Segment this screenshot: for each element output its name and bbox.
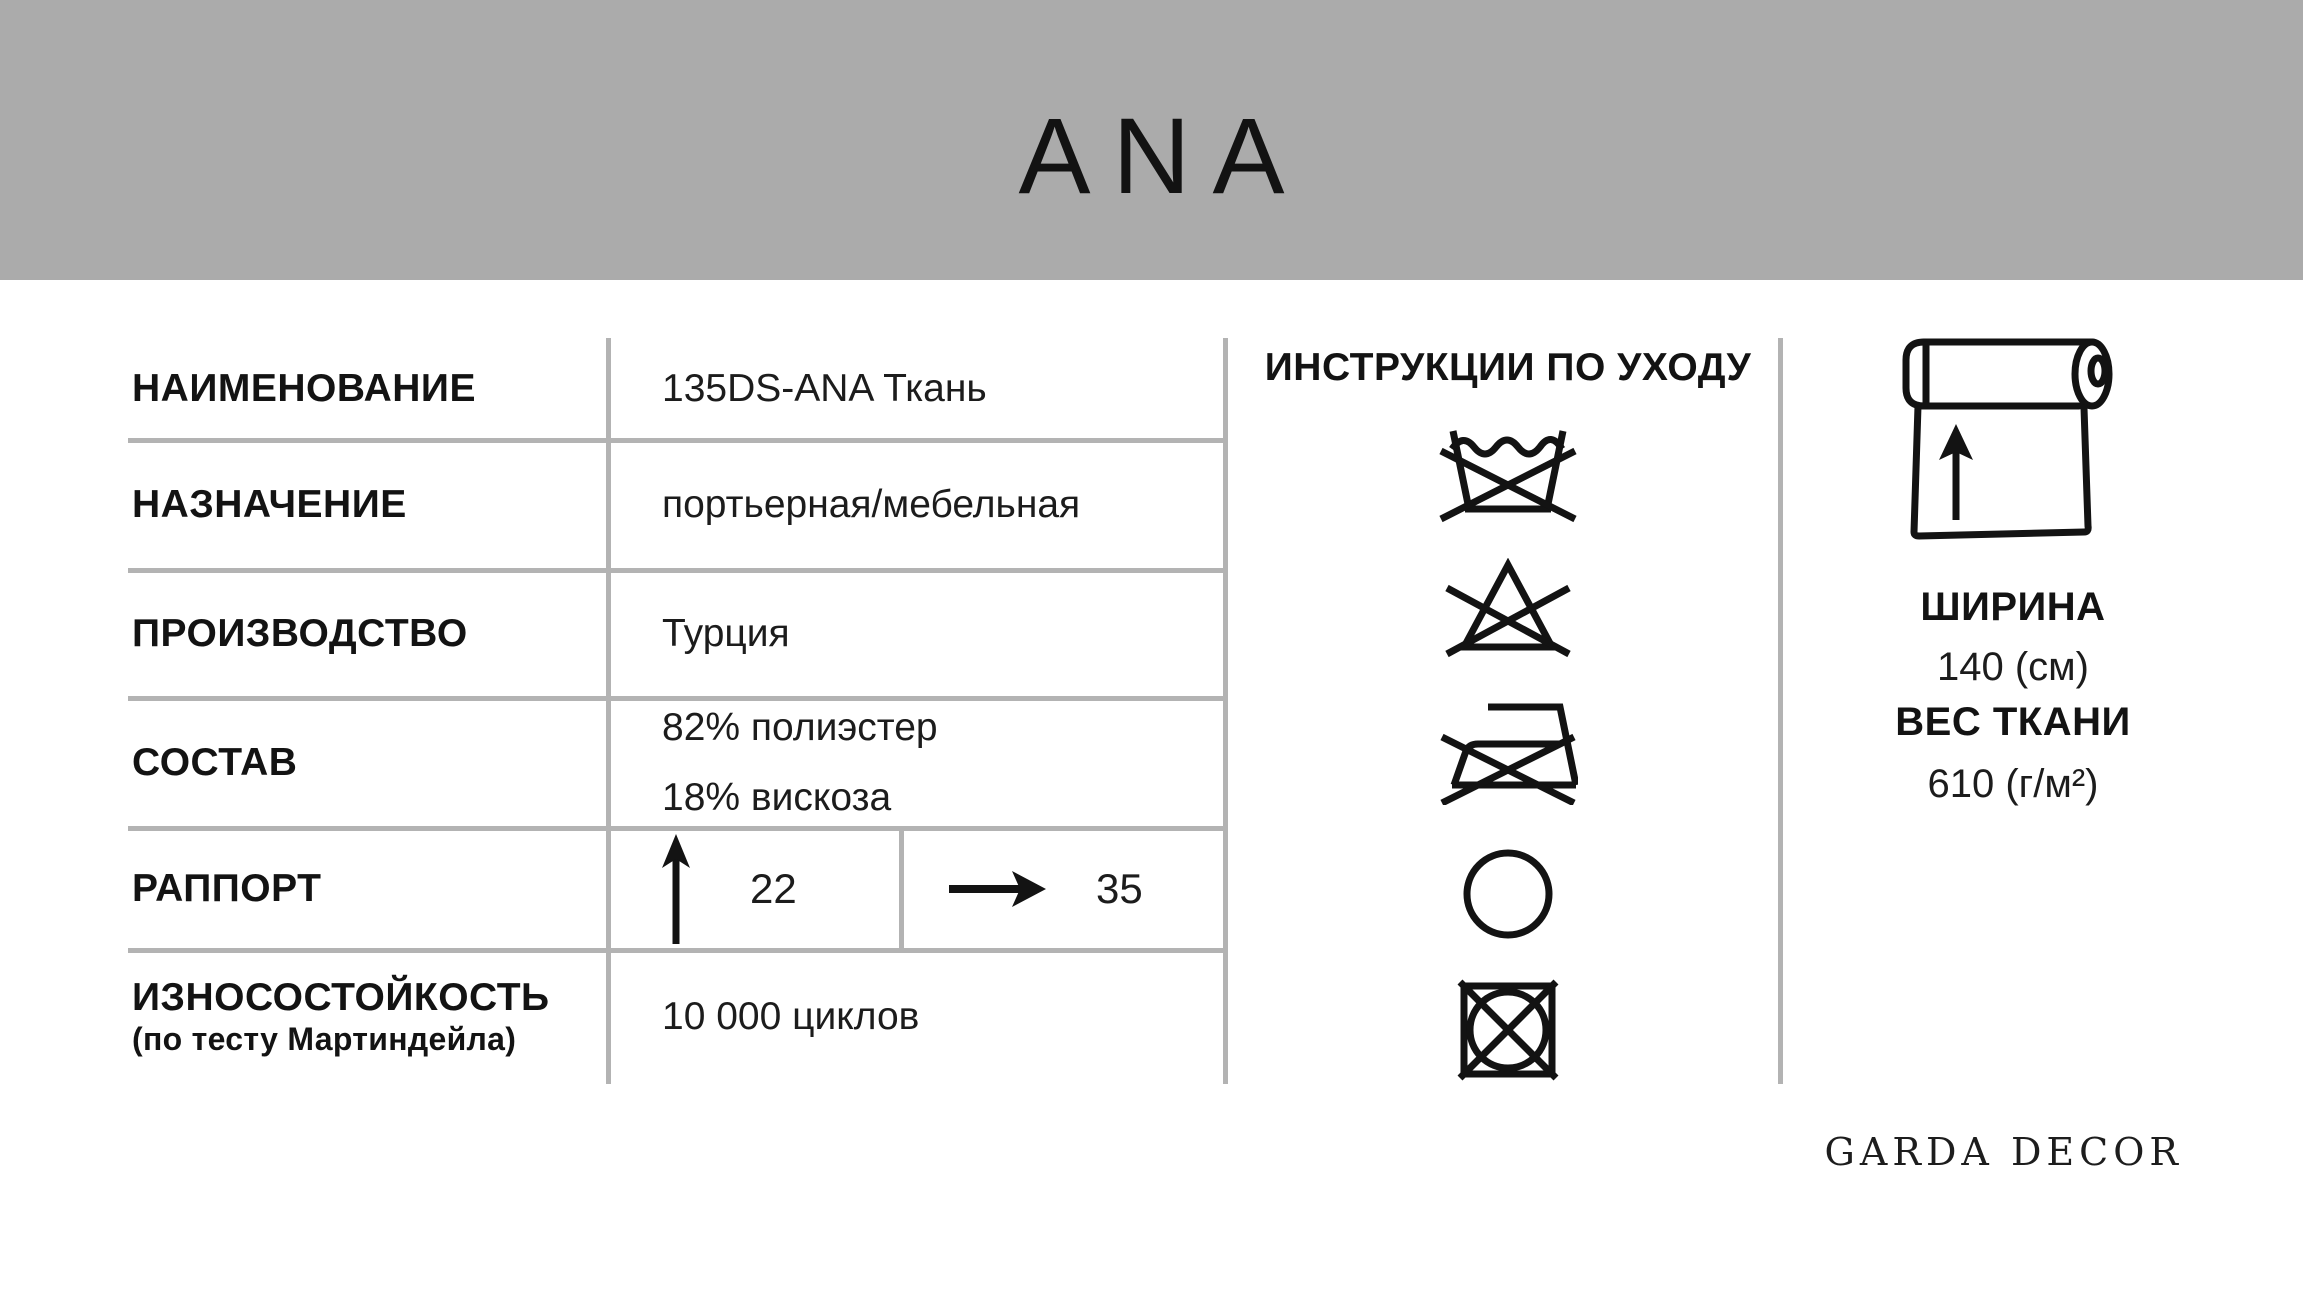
row-label: ПРОИЗВОДСТВО [132, 611, 468, 655]
table-row [128, 950, 1228, 1084]
table-row [128, 440, 1228, 570]
do-not-tumble-dry-icon [1457, 979, 1559, 1081]
weight-label: ВЕС ТКАНИ [1895, 700, 2131, 744]
width-label: ШИРИНА [1920, 585, 2106, 629]
horizontal-repeat-cell [899, 828, 1218, 950]
composition-line: 82% полиэстер [662, 705, 938, 749]
do-not-iron-icon [1438, 699, 1578, 805]
row-label: НАИМЕНОВАНИЕ [132, 366, 476, 410]
fabric-roll-icon [1896, 334, 2122, 546]
row-label: РАППОРТ [132, 866, 322, 910]
do-not-bleach-icon [1443, 558, 1573, 658]
care-title: ИНСТРУКЦИИ ПО УХОДУ [1264, 346, 1752, 389]
vertical-repeat-cell [606, 828, 899, 950]
composition-line: 18% вискоза [662, 776, 892, 819]
row-label: СОСТАВ [132, 740, 298, 784]
weight-value: 610 (г/м²) [1927, 762, 2099, 806]
do-not-wash-icon [1438, 427, 1578, 523]
width-value: 140 (см) [1937, 645, 2089, 689]
table-row [128, 570, 1228, 698]
row-value: Турция [662, 611, 790, 655]
arrow-right-icon [946, 867, 1048, 911]
row-label: НАЗНАЧЕНИЕ [132, 482, 407, 526]
title-banner [0, 0, 2303, 280]
durability-label: ИЗНОСОСТОЙКОСТЬ [132, 976, 550, 1020]
table-row [128, 828, 1228, 950]
dry-clean-circle-icon [1463, 849, 1553, 939]
vertical-repeat-value: 22 [750, 865, 797, 912]
row-value: 10 000 циклов [662, 994, 920, 1038]
row-value: портьерная/мебельная [662, 482, 1081, 526]
care-specs-divider [1778, 338, 1783, 1084]
row-label [128, 976, 606, 1058]
brand-logo: GARDA DECOR [1824, 1130, 2183, 1174]
table-row [128, 698, 1228, 828]
table-row [128, 338, 1228, 440]
horizontal-repeat-value: 35 [1096, 865, 1143, 912]
durability-sublabel: (по тесту Мартиндейла) [132, 1021, 517, 1058]
fabric-title: ANA [1018, 94, 1307, 216]
arrow-up-icon [656, 832, 696, 946]
row-value [606, 693, 938, 833]
row-value: 135DS-ANA Ткань [662, 366, 987, 410]
